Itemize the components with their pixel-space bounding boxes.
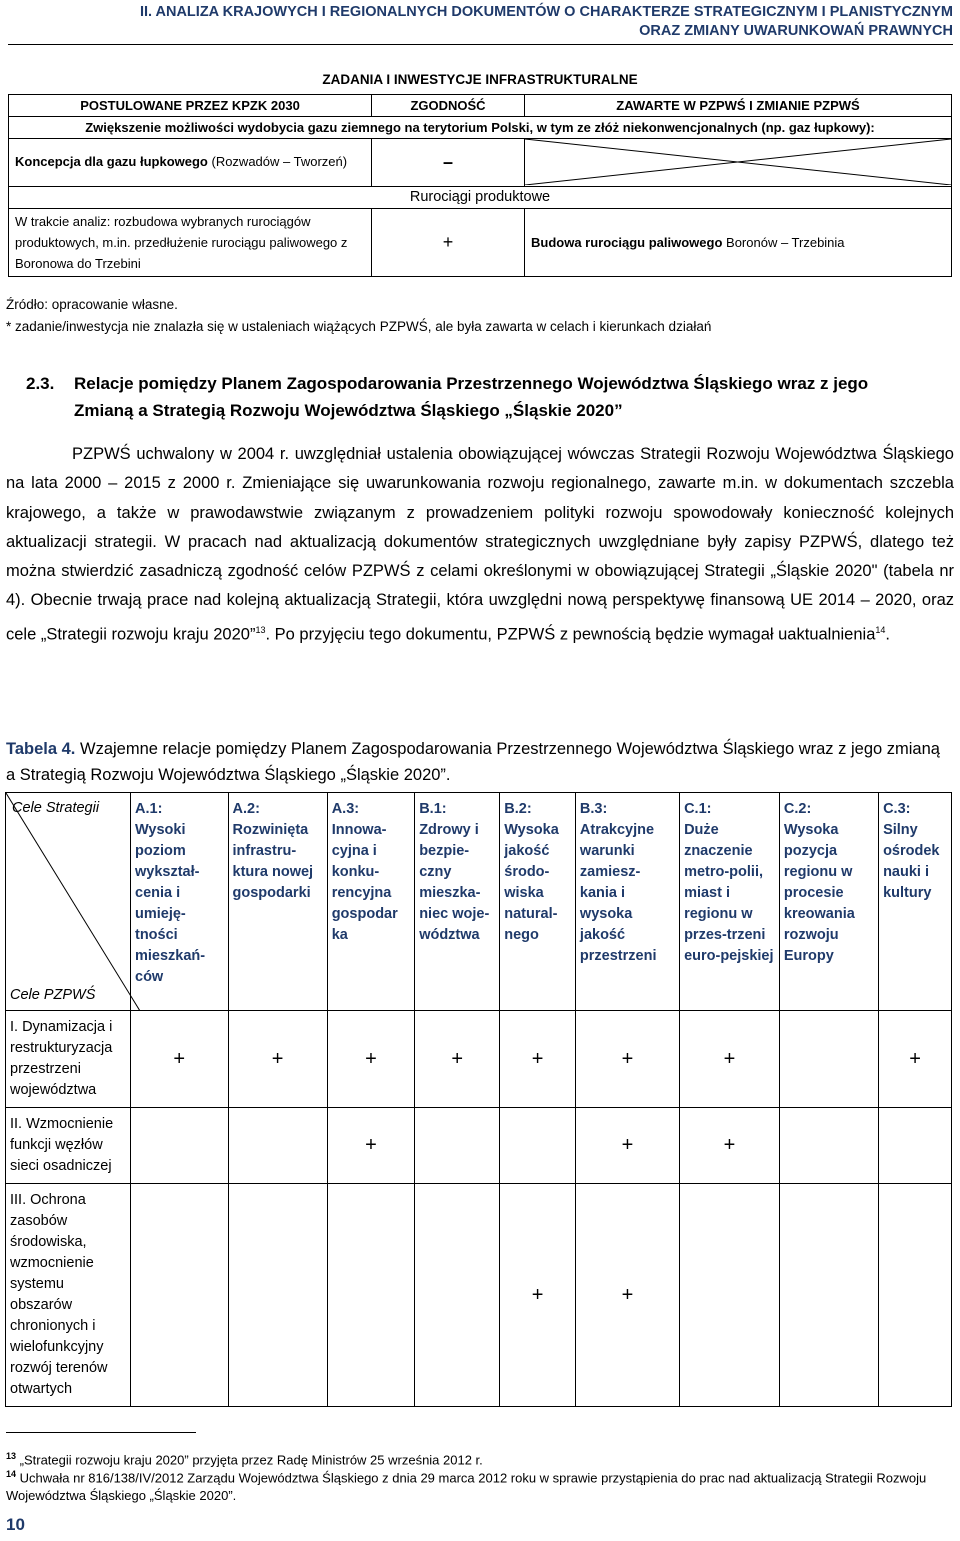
col-header-pzpws: ZAWARTE W PZPWŚ I ZMIANIE PZPWŚ: [525, 94, 952, 116]
section-title-line-1: Relacje pomiędzy Planem Zagospodarowania Przestrzennego Województwa Śląskiego wraz z jego: [74, 374, 869, 393]
crossed-empty-cell: [525, 138, 952, 186]
pipeline-pzpws-cell: [525, 208, 952, 276]
shale-gas-compliance: –: [372, 138, 525, 186]
shale-gas-concept-cell: [9, 138, 372, 186]
shale-gas-concept-bold: Koncepcja dla gazu łupkowego: [15, 154, 208, 169]
col-B2-code: B.2:: [504, 801, 532, 817]
cell-III-B2: +: [500, 1184, 576, 1407]
footnote-13-number: 13: [6, 1451, 17, 1461]
crossed-lines-graphic: [525, 139, 951, 185]
cell-III-C3: [879, 1184, 952, 1407]
col-B2-name: Wysoka jakość środo-wiska natural-nego: [504, 822, 559, 943]
row-goal-I-label: I. Dynamizacja i restrukturyzacja przestrzeni województwa: [6, 1011, 131, 1108]
col-A3-name: Innowa-cyjna i konku-rencyjna gospodar ka: [331, 822, 398, 943]
corner-pzpws-goals: Cele PZPWŚ: [10, 987, 96, 1003]
footnote-14-text: Uchwała nr 816/138/IV/2012 Zarządu Województwa Śląskiego z dnia 29 marca 2012 roku w sprawie przystąpienia do prac nad aktualizacją Strategii Rozwoju Województwa Śląskiego „Śląskie 2020”.: [6, 1470, 927, 1504]
page-number: 10: [6, 1515, 25, 1534]
cell-III-A1: [131, 1184, 229, 1407]
paragraph-part-2: . Po przyjęciu tego dokumentu, PZPWŚ z pewnością będzie wymagał uaktualnienia: [265, 625, 876, 644]
cell-II-B3: +: [575, 1108, 679, 1184]
cell-II-C1: +: [680, 1108, 780, 1184]
col-B3: [575, 793, 679, 1011]
cell-II-A1: [131, 1108, 229, 1184]
star-footnote: * zadanie/inwestycja nie znalazła się w ustaleniach wiążących PZPWŚ, ale była zawarta w celach i kierunkach działań: [6, 319, 712, 334]
cell-III-A2: [228, 1184, 327, 1407]
footnote-ref-14[interactable]: 14: [875, 624, 886, 635]
cell-III-B3: +: [575, 1184, 679, 1407]
col-A2-code: A.2:: [232, 801, 260, 817]
col-A3-code: A.3:: [331, 801, 360, 817]
cell-I-A1: +: [131, 1011, 229, 1108]
col-B1-code: B.1:: [419, 801, 447, 817]
cell-II-C3: [879, 1108, 952, 1184]
cell-II-A2: [228, 1108, 327, 1184]
row-goal-III-label: III. Ochrona zasobów środowiska, wzmocnienie systemu obszarów chronionych i wielofunkcyjny rozwój terenów otwartych: [6, 1184, 131, 1407]
col-C2-name: Wysoka pozycja regionu w procesie kreowania rozwoju Europy: [783, 822, 855, 964]
col-A2: [228, 793, 327, 1011]
col-C1-name: Duże znaczenie metro-polii, miast i regionu w przes-trzeni euro-pejskiej: [684, 822, 774, 964]
cell-I-C2: [779, 1011, 878, 1108]
col-B3-name: Atrakcyjne warunki zamiesz-kania i wysoka jakość przestrzeni: [579, 822, 657, 964]
cell-I-B2: +: [500, 1011, 576, 1108]
col-C3-code: C.3:: [883, 801, 911, 817]
table4-caption: [6, 736, 946, 788]
col-A1-code: A.1:: [135, 801, 163, 817]
footnote-ref-13[interactable]: 13: [255, 624, 266, 635]
col-C2: [779, 793, 878, 1011]
cell-II-B1: [415, 1108, 500, 1184]
cell-I-B3: +: [575, 1011, 679, 1108]
col-A1-name: Wysoki poziom wykształ-cenia i umieję-tności mieszkań-ców: [135, 822, 206, 985]
pipeline-pzpws-rest: Boronów – Trzebinia: [722, 234, 845, 250]
paragraph-part-3: .: [885, 625, 890, 644]
cell-III-C1: [680, 1184, 780, 1407]
corner-strategy-goals: Cele Strategii: [12, 800, 100, 816]
pipeline-compliance: +: [372, 208, 525, 276]
footnote-14: [6, 1465, 954, 1505]
section-title-line-2: Zmianą a Strategią Rozwoju Województwa Śląskiego „Śląskie 2020”: [74, 401, 623, 420]
cell-III-C2: [779, 1184, 878, 1407]
goals-relation-table: [5, 792, 952, 1407]
col-C3-name: Silny ośrodek nauki i kultury: [883, 822, 940, 901]
infrastructure-table-title: ZADANIA I INWESTYCJE INFRASTRUKTURALNE: [322, 72, 638, 88]
col-header-kpzk: POSTULOWANE PRZEZ KPZK 2030: [9, 94, 372, 116]
cell-I-C3: +: [879, 1011, 952, 1108]
cell-III-A3: [327, 1184, 414, 1407]
col-B1: [415, 793, 500, 1011]
cell-I-A3: +: [327, 1011, 414, 1108]
running-header-line-2: ORAZ ZMIANY UWARUNKOWAŃ PRAWNYCH: [639, 23, 953, 39]
col-B2: [500, 793, 576, 1011]
col-header-compliance: ZGODNOŚĆ: [372, 94, 525, 116]
col-C2-code: C.2:: [783, 801, 812, 817]
shale-gas-concept-rest: (Rozwadów – Tworzeń): [207, 154, 348, 169]
col-C1: [680, 793, 780, 1011]
body-paragraph: [6, 440, 954, 650]
corner-diagonal: [6, 793, 140, 1011]
running-header-line-1: II. ANALIZA KRAJOWYCH I REGIONALNYCH DOKUMENTÓW O CHARAKTERZE STRATEGICZNYM I PLANISTYCZNYM: [139, 4, 953, 20]
pipeline-pzpws-bold: Budowa rurociągu paliwowego: [531, 234, 723, 250]
cell-I-A2: +: [228, 1011, 327, 1108]
table4-caption-text: Wzajemne relacje pomiędzy Planem Zagospodarowania Przestrzennego Województwa Śląskiego wraz z jego zmianą a Strategią Rozwoju Województwa Śląskiego „Śląskie 2020”.: [6, 740, 940, 784]
cell-I-C1: +: [680, 1011, 780, 1108]
col-C3: [879, 793, 952, 1011]
table4-caption-label: Tabela 4.: [6, 740, 76, 758]
col-C1-code: C.1:: [684, 801, 712, 817]
header-divider: [8, 44, 953, 45]
cell-II-A3: +: [327, 1108, 414, 1184]
col-A2-name: Rozwinięta infrastru-ktura nowej gospodarki: [232, 822, 314, 901]
infrastructure-table: [8, 66, 952, 277]
paragraph-part-1: PZPWŚ uchwalony w 2004 r. uwzględniał ustalenia obowiązującej wówczas Strategii Rozwoju Województwa Śląskiego na lata 2000 – 2015 z 2000 r. Zmieniające się uwarunkowania rozwoju regionalnego, zawarte m.in. w dokumentach szczebla krajowego, a także w prawodawstwie związanym z prowadzeniem polityki rozwoju spowodowały konieczność kolejnych aktualizacji strategii. W pracach nad aktualizacją dokumentów strategicznych uwzględniane były zapisy PZPWŚ, dlatego też można stwierdzić zasadniczą zgodność celów PZPWŚ z celami określonymi w obowiązującej Strategii „Śląskie 2020" (tabela nr 4). Obecnie trwają prace nad kolejną aktualizacją Strategii, która uwzględni nową perspektywę finansową UE 2014 – 2020, oraz cele „Strategii rozwoju kraju 2020”: [6, 445, 954, 644]
col-B3-code: B.3:: [579, 801, 608, 817]
pipeline-kpzk-cell: W trakcie analiz: rozbudowa wybranych rurociągów produktowych, m.in. przedłużenie rurociągu paliwowego z Boronowa do Trzebini: [9, 208, 372, 276]
cell-I-B1: +: [415, 1011, 500, 1108]
col-B1-name: Zdrowy i bezpie-czny mieszka-niec woje-wództwa: [419, 822, 490, 943]
row-goal-II-label: II. Wzmocnienie funkcji węzłów sieci osadniczej: [6, 1108, 131, 1184]
cell-II-B2: [500, 1108, 576, 1184]
col-A3: [327, 793, 414, 1011]
corner-cell: [6, 793, 131, 1011]
col-A1: [131, 793, 229, 1011]
product-pipelines-section: Rurociągi produktowe: [9, 186, 952, 208]
source-note: Źródło: opracowanie własne.: [6, 297, 178, 312]
footnote-13-text: „Strategii rozwoju kraju 2020” przyjęta przez Radę Ministrów 25 września 2012 r.: [16, 1452, 483, 1468]
section-number: 2.3.: [26, 374, 55, 393]
footnote-separator: [6, 1432, 196, 1433]
cell-II-C2: [779, 1108, 878, 1184]
gas-subheader: Zwiększenie możliwości wydobycia gazu ziemnego na terytorium Polski, w tym ze złóż niekonwencjonalnych (np. gaz łupkowy):: [9, 116, 952, 138]
cell-III-B1: [415, 1184, 500, 1407]
footnote-14-number: 14: [6, 1469, 17, 1479]
